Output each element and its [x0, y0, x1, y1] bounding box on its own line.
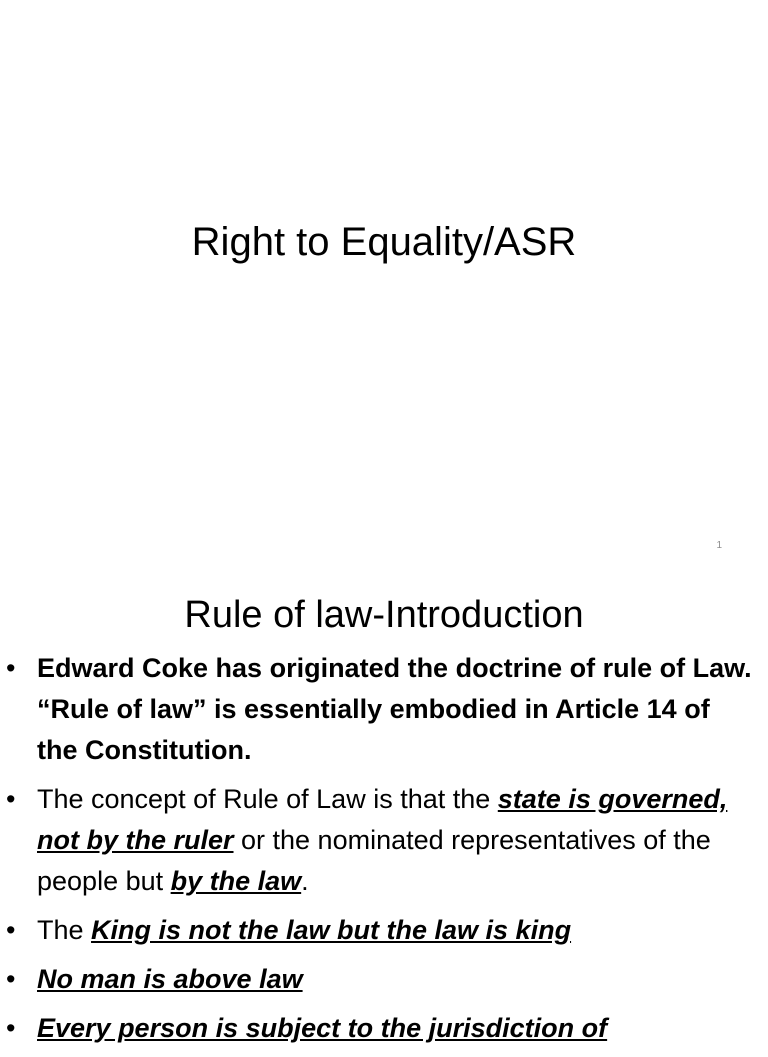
emphasis-text: by the law	[170, 866, 302, 896]
bullet-item	[0, 648, 768, 771]
bullet-item	[0, 910, 768, 951]
slide-number: 1	[716, 540, 722, 551]
bullet-text: Edward Coke has originated the doctrine of rule of Law. “Rule of law” is essentially embodied in Article 14 of the Constitution.	[37, 653, 752, 765]
bullet-list	[0, 648, 768, 1057]
bullet-item	[0, 959, 768, 1000]
emphasis-text: No man is above law	[37, 964, 303, 994]
emphasis-text: state is governed, not by the ruler	[37, 784, 728, 855]
slide-title: Right to Equality/ASR	[191, 220, 577, 264]
bullet-text: The concept of Rule of Law is that the	[37, 784, 498, 814]
slide-2	[0, 576, 768, 1043]
bullet-text: or the nominated representatives of the people but	[37, 825, 711, 896]
bullet-text: .	[301, 866, 309, 896]
emphasis-text: King is not the law but the law is king	[91, 915, 572, 945]
bullet-text: The	[37, 915, 92, 945]
bullet-item	[0, 1008, 768, 1049]
bullet-item	[0, 779, 768, 902]
slide-title: Rule of law-Introduction	[184, 594, 584, 636]
emphasis-text: Every person is subject to the jurisdiction of	[37, 1013, 608, 1043]
